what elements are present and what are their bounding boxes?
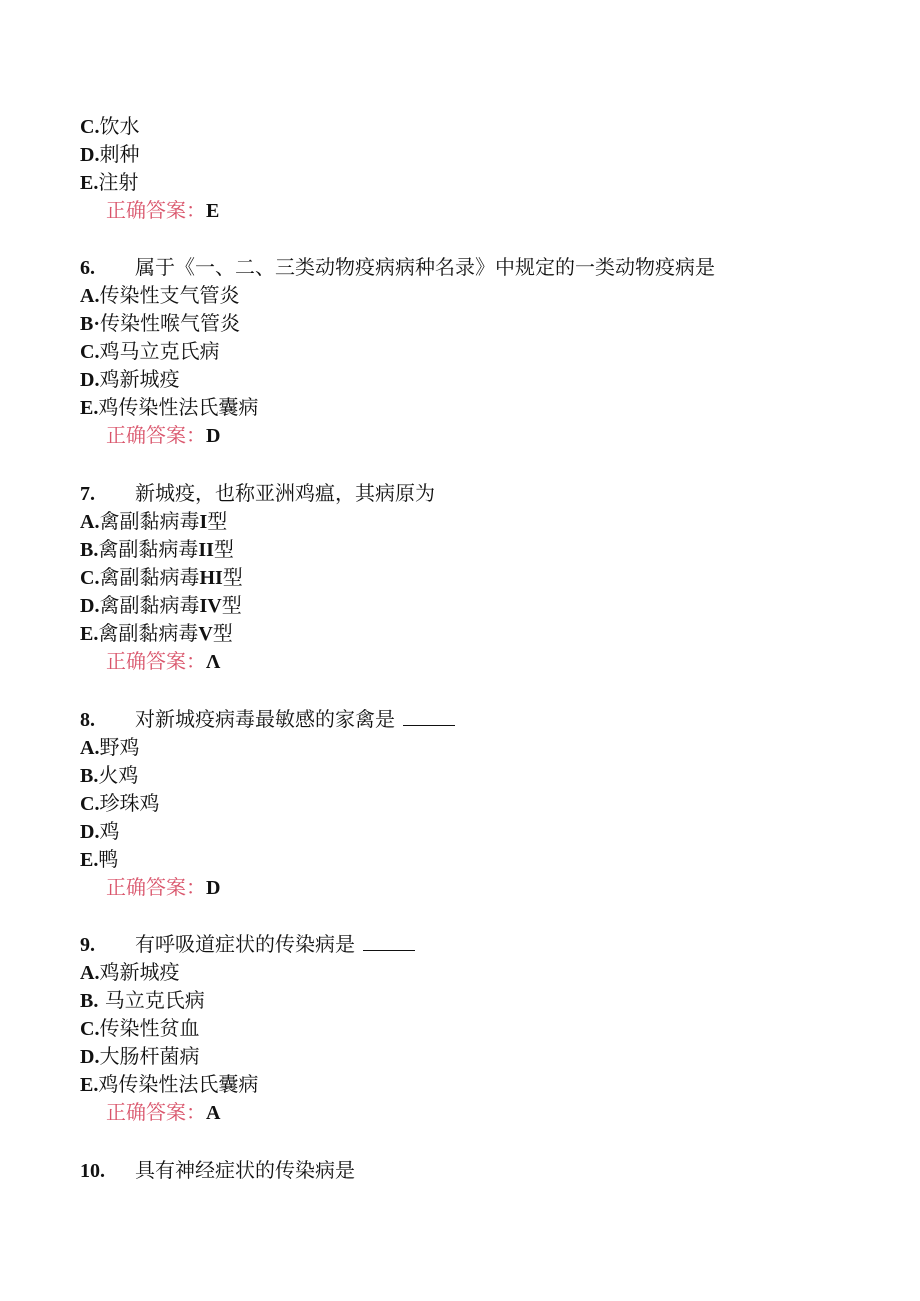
- answer-blank: [363, 932, 415, 951]
- answer-label: 正确答案：: [106, 423, 206, 447]
- option-text: 注射: [98, 170, 139, 194]
- question-number: 10.: [80, 1160, 105, 1182]
- correct-answer: [106, 421, 220, 449]
- option-text: 鸡新城疫: [99, 960, 180, 984]
- option-d: [80, 817, 119, 845]
- option-letter: A.: [80, 285, 100, 307]
- answer-value: D: [206, 425, 221, 447]
- option-b: [80, 309, 240, 337]
- option-c: [80, 337, 219, 365]
- option-d: [80, 591, 242, 619]
- answer-label: 正确答案：: [106, 198, 206, 222]
- option-letter: D.: [80, 595, 100, 617]
- option-text: 鸡: [99, 819, 120, 843]
- question-text: 具有神经症状的传染病是: [135, 1158, 355, 1182]
- answer-label: 正确答案：: [106, 875, 206, 899]
- question-text: 对新城疫病毒最敏感的家禽是: [135, 707, 395, 731]
- option-letter: D.: [80, 144, 100, 166]
- question-stem: [80, 479, 435, 507]
- option-a: [80, 958, 179, 986]
- option-type-numeral: I: [199, 511, 208, 533]
- option-letter: B.: [80, 765, 99, 787]
- option-letter: D.: [80, 821, 100, 843]
- correct-answer: [106, 196, 219, 224]
- answer-label: 正确答案：: [106, 1100, 206, 1124]
- option-suffix: 型: [221, 593, 242, 617]
- question-stem: [80, 705, 455, 733]
- option-text: 禽副黏病毒: [98, 537, 199, 561]
- correct-answer: [106, 647, 220, 675]
- option-text: 鸡新城疫: [99, 367, 180, 391]
- option-letter: B.: [80, 990, 99, 1012]
- question-stem: [80, 253, 715, 281]
- option-text: 饮水: [99, 114, 140, 138]
- option-text: 禽副黏病毒: [99, 593, 200, 617]
- option-text: 大肠杆菌病: [99, 1044, 200, 1068]
- option-suffix: 型: [207, 509, 228, 533]
- option-letter: A.: [80, 737, 100, 759]
- answer-value: Λ: [206, 651, 221, 673]
- option-letter: E.: [80, 623, 99, 645]
- option-text: 禽副黏病毒: [99, 509, 200, 533]
- option-type-numeral: HI: [199, 567, 223, 589]
- option-text: 鸡马立克氏病: [99, 339, 220, 363]
- option-d: [80, 140, 139, 168]
- option-text: 鸭: [98, 847, 119, 871]
- option-suffix: 型: [213, 537, 234, 561]
- answer-blank: [403, 707, 455, 726]
- question-stem: [80, 930, 415, 958]
- correct-answer: [106, 1098, 220, 1126]
- question-text: 属于《一、二、三类动物疫病病种名录》中规定的一类动物疫病是: [135, 255, 715, 279]
- correct-answer: [106, 873, 220, 901]
- option-c: [80, 563, 243, 591]
- option-text: 鸡传染性法氏囊病: [98, 395, 259, 419]
- option-text: 鸡传染性法氏囊病: [98, 1072, 259, 1096]
- question-stem: [80, 1156, 355, 1184]
- option-letter: D.: [80, 1046, 100, 1068]
- option-letter: B·: [80, 313, 101, 335]
- option-c: [80, 112, 139, 140]
- option-letter: E.: [80, 397, 99, 419]
- option-e: [80, 393, 258, 421]
- answer-value: E: [206, 200, 220, 222]
- option-c: [80, 1014, 199, 1042]
- option-text: 马立克氏病: [98, 988, 205, 1012]
- option-letter: A.: [80, 962, 100, 984]
- question-number: 6.: [80, 257, 95, 279]
- option-letter: E.: [80, 1074, 99, 1096]
- option-a: [80, 733, 139, 761]
- question-text: 有呼吸道症状的传染病是: [135, 932, 355, 956]
- option-letter: E.: [80, 172, 99, 194]
- option-type-numeral: IV: [199, 595, 222, 617]
- question-text: 新城疫，也称亚洲鸡瘟，其病原为: [135, 481, 435, 505]
- option-text: 禽副黏病毒: [99, 565, 200, 589]
- option-e: [80, 845, 118, 873]
- option-suffix: 型: [222, 565, 243, 589]
- option-e: [80, 168, 138, 196]
- option-d: [80, 1042, 199, 1070]
- option-letter: C.: [80, 1018, 100, 1040]
- option-text: 珍珠鸡: [99, 791, 160, 815]
- option-letter: C.: [80, 116, 100, 138]
- option-e: [80, 619, 233, 647]
- option-letter: A.: [80, 511, 100, 533]
- option-text: 野鸡: [99, 735, 140, 759]
- answer-value: A: [206, 1102, 221, 1124]
- option-text: 传染性贫血: [99, 1016, 200, 1040]
- option-letter: D.: [80, 369, 100, 391]
- question-number: 9.: [80, 934, 95, 956]
- option-b: [80, 986, 205, 1014]
- option-text: 火鸡: [98, 763, 139, 787]
- option-b: [80, 761, 138, 789]
- option-letter: E.: [80, 849, 99, 871]
- option-text: 传染性喉气管炎: [100, 311, 241, 335]
- option-b: [80, 535, 234, 563]
- option-e: [80, 1070, 258, 1098]
- option-text: 刺种: [99, 142, 140, 166]
- option-text: 传染性支气管炎: [99, 283, 240, 307]
- option-suffix: 型: [212, 621, 233, 645]
- option-text: 禽副黏病毒: [98, 621, 199, 645]
- option-type-numeral: V: [198, 623, 213, 645]
- answer-value: D: [206, 877, 221, 899]
- option-c: [80, 789, 159, 817]
- answer-label: 正确答案：: [106, 649, 206, 673]
- option-d: [80, 365, 179, 393]
- option-type-numeral: II: [198, 539, 214, 561]
- question-number: 7.: [80, 483, 95, 505]
- option-a: [80, 507, 227, 535]
- option-letter: B.: [80, 539, 99, 561]
- question-number: 8.: [80, 709, 95, 731]
- option-letter: C.: [80, 341, 100, 363]
- option-letter: C.: [80, 793, 100, 815]
- option-a: [80, 281, 239, 309]
- option-letter: C.: [80, 567, 100, 589]
